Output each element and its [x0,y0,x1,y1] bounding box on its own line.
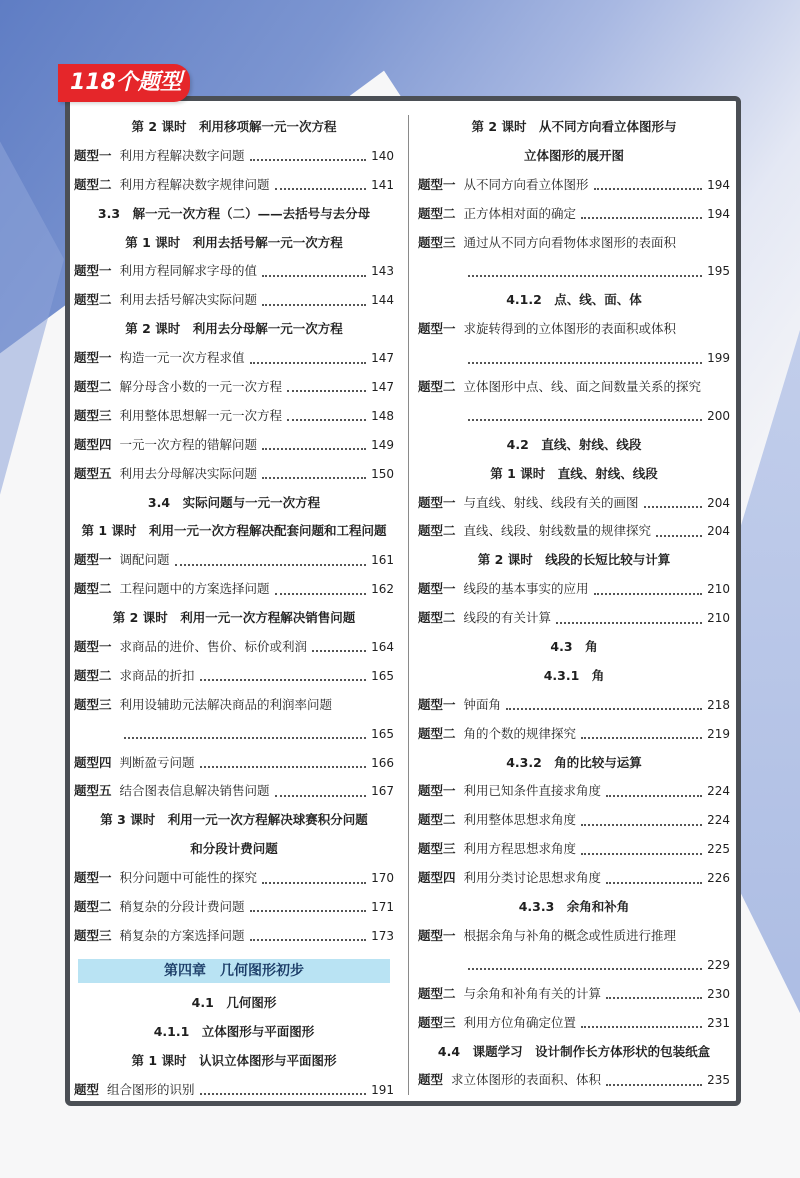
leader-dots [506,708,702,710]
entry-label: 题型一 [74,350,112,366]
entry-label: 题型一 [74,263,112,279]
leader-dots [250,159,367,161]
page-number: 218 [707,697,730,712]
page-number: 224 [707,813,730,828]
page-number: 147 [371,380,394,395]
entry-title: 钟面角 [463,696,502,712]
leader-dots [581,853,702,855]
section-heading: 第 2 课时 线段的长短比较与计算 [477,552,671,568]
entry-label: 题型一 [74,870,112,886]
entry-label: 题型一 [418,696,456,712]
entry-label: 题型二 [74,581,112,597]
leader-dots [594,188,703,190]
section-heading: 4.4 课题学习 设计制作长方体形状的包装纸盒 [437,1043,711,1059]
leader-dots [250,910,367,912]
leader-dots [200,679,367,681]
toc-entry[interactable] [74,286,394,315]
page-number: 224 [707,784,730,799]
section-heading: 4.3 角 [550,639,598,655]
toc-entry[interactable] [418,1009,730,1038]
entry-title: 通过从不同方向看物体求图形的表面积 [463,234,677,250]
entry-label: 题型一 [74,639,112,655]
leader-dots [200,1093,367,1095]
toc-entry[interactable] [418,980,730,1009]
entry-label: 题型三 [418,841,456,857]
entry-title: 求立体图形的表面积、体积 [451,1072,602,1088]
page-number: 144 [371,293,394,308]
leader-dots [606,997,702,999]
toc-entry[interactable] [74,893,394,922]
page-number: 173 [371,928,394,943]
page-number: 229 [707,957,730,972]
entry-title: 线段的基本事实的应用 [463,581,589,597]
section-heading: 4.1.2 点、线、面、体 [506,292,642,308]
section-heading: 第 1 课时 直线、射线、线段 [490,465,658,481]
page-number: 143 [371,264,394,279]
entry-label: 题型一 [418,581,456,597]
entry-title: 根据余角与补角的概念或性质进行推理 [463,927,677,943]
entry-label: 题型二 [418,523,456,539]
leader-dots [124,737,366,739]
toc-entry[interactable] [418,806,730,835]
page-number: 148 [371,408,394,423]
page-number: 191 [371,1082,394,1097]
section-heading: 第 2 课时 利用移项解一元一次方程 [131,119,337,134]
entry-title: 利用去括号解决实际问题 [119,292,258,308]
leader-dots [262,448,366,450]
leader-dots [275,188,367,190]
page-number: 166 [371,755,394,770]
toc-entry[interactable] [418,373,730,402]
leader-dots [581,824,702,826]
leader-dots [556,622,702,624]
entry-label: 题型五 [74,783,112,799]
leader-dots [287,390,366,392]
section-heading: 3.3 解一元一次方程（二）——去括号与去分母 [97,205,371,221]
page-number: 141 [371,177,394,192]
entry-title: 工程问题中的方案选择问题 [119,581,270,597]
section-heading: 4.3.2 角的比较与运算 [506,754,642,770]
entry-label: 题型二 [418,379,456,395]
entry-title: 一元一次方程的错解问题 [119,436,258,452]
page-number: 200 [707,408,730,423]
entry-label: 题型二 [418,205,456,221]
toc-entry[interactable] [74,460,394,489]
toc-continuation[interactable] [418,951,730,980]
leader-dots [594,593,703,595]
toc-entry[interactable] [74,777,394,806]
entry-title: 与余角和补角有关的计算 [463,985,602,1001]
toc-entry[interactable] [74,257,394,286]
page-number: 164 [371,640,394,655]
entry-title: 稍复杂的方案选择问题 [119,927,245,943]
entry-title: 构造一元一次方程求值 [119,350,245,366]
entry-label: 题型二 [74,899,112,915]
page-number: 204 [707,495,730,510]
leader-dots [275,593,367,595]
toc-entry[interactable] [74,633,394,662]
entry-label: 题型 [74,1081,100,1097]
toc-entry[interactable] [74,662,394,691]
page-number: 147 [371,351,394,366]
page-number: 231 [707,1015,730,1030]
leader-dots [468,968,702,970]
entry-label: 题型四 [74,436,112,452]
entry-title: 解分母含小数的一元一次方程 [119,379,283,395]
entry-label: 题型二 [74,292,112,308]
page-number: 171 [371,900,394,915]
section-heading: 4.1.1 立体图形与平面图形 [153,1023,315,1039]
section-heading: 4.2 直线、射线、线段 [506,436,642,452]
leader-dots [262,477,366,479]
entry-title: 结合图表信息解决销售问题 [119,783,270,799]
entry-title: 调配问题 [119,552,170,568]
toc-entry[interactable] [74,575,394,604]
toc-entry[interactable] [74,546,394,575]
toc-entry[interactable] [418,200,730,229]
section-heading: 第 3 课时 利用一元一次方程解决球赛积分问题 [100,812,368,828]
entry-title: 利用方位角确定位置 [463,1014,577,1030]
entry-title: 线段的有关计算 [463,610,552,626]
entry-label: 题型一 [418,494,456,510]
page-number: 225 [707,842,730,857]
toc-entry[interactable] [418,229,730,258]
toc-continuation[interactable] [74,720,394,749]
entry-title: 积分问题中可能性的探究 [119,870,258,886]
page-number: 195 [707,264,730,279]
entry-title: 直线、线段、射线数量的规律探究 [463,523,652,539]
page-number: 162 [371,582,394,597]
entry-label: 题型三 [418,1014,456,1030]
toc-entry[interactable] [74,171,394,200]
leader-dots [200,766,367,768]
toc-entry[interactable] [418,575,730,604]
entry-label: 题型二 [74,176,112,192]
entry-title: 角的个数的规律探究 [463,725,577,741]
entry-title: 组合图形的识别 [107,1081,195,1097]
toc-right-column [418,113,730,1095]
section-heading: 4.3.3 余角和补角 [518,899,630,915]
entry-title: 利用方程解决数字规律问题 [119,176,270,192]
header-tag: 118个题型 [58,64,190,102]
section-heading: 第 1 课时 利用去括号解一元一次方程 [125,234,343,250]
leader-dots [312,650,366,652]
entry-title: 利用去分母解决实际问题 [119,465,258,481]
leader-dots [468,362,702,364]
entry-title: 利用设辅助元法解决商品的利润率问题 [119,696,333,712]
entry-label: 题型二 [418,610,456,626]
entry-title: 判断盈亏问题 [119,754,195,770]
entry-title: 利用方程思想求角度 [463,841,577,857]
entry-label: 题型二 [74,379,112,395]
toc-entry[interactable] [418,835,730,864]
leader-dots [581,1026,702,1028]
chapter-heading: 第四章 几何图形初步 [78,959,390,983]
entry-label: 题型一 [418,927,456,943]
entry-title: 求旋转得到的立体图形的表面积或体积 [463,321,677,337]
toc-left-column [74,113,394,1104]
toc-entry[interactable] [418,1066,730,1095]
entry-title: 利用整体思想解一元一次方程 [119,407,283,423]
leader-dots [581,737,702,739]
entry-label: 题型一 [418,176,456,192]
entry-label: 题型三 [74,927,112,943]
page-number: 199 [707,351,730,366]
entry-label: 题型二 [418,725,456,741]
page-number: 219 [707,726,730,741]
entry-label: 题型二 [418,812,456,828]
toc-entry[interactable] [74,749,394,778]
toc-entry[interactable] [418,922,730,951]
leader-dots [262,882,366,884]
toc-entry[interactable] [418,777,730,806]
toc-entry[interactable] [418,171,730,200]
section-heading: 第 2 课时 利用去分母解一元一次方程 [125,321,343,337]
page-number: 150 [371,466,394,481]
entry-title: 求商品的进价、售价、标价或利润 [119,639,308,655]
page-number: 167 [371,784,394,799]
page-number: 235 [707,1073,730,1088]
page-number: 226 [707,871,730,886]
toc-entry[interactable] [74,402,394,431]
entry-title: 求商品的折扣 [119,667,195,683]
entry-title: 利用已知条件直接求角度 [463,783,602,799]
entry-label: 题型二 [418,985,456,1001]
leader-dots [250,362,367,364]
entry-label: 题型五 [74,465,112,481]
page-number: 194 [707,177,730,192]
page-number: 210 [707,611,730,626]
entry-title: 利用整体思想求角度 [463,812,577,828]
toc-entry[interactable] [418,691,730,720]
leader-dots [287,419,366,421]
section-heading: 第 1 课时 利用一元一次方程解决配套问题和工程问题 [81,523,387,539]
page-number: 165 [371,668,394,683]
toc-card [65,96,741,1106]
section-heading: 4.1 几何图形 [191,994,277,1010]
toc-continuation[interactable] [418,402,730,431]
page-number: 149 [371,437,394,452]
entry-title: 立体图形中点、线、面之间数量关系的探究 [463,379,702,395]
entry-label: 题型四 [418,870,456,886]
leader-dots [606,882,702,884]
toc-entry[interactable] [74,1076,394,1105]
page-number: 204 [707,524,730,539]
toc-entry[interactable] [74,922,394,951]
entry-title: 利用方程同解求字母的值 [119,263,258,279]
entry-label: 题型一 [418,783,456,799]
entry-label: 题型一 [74,552,112,568]
toc-entry[interactable] [74,373,394,402]
column-divider [408,115,409,1095]
page-number: 194 [707,206,730,221]
entry-label: 题型四 [74,754,112,770]
toc-entry[interactable] [74,691,394,720]
page-number: 210 [707,582,730,597]
section-heading: 第 1 课时 认识立体图形与平面图形 [131,1052,337,1068]
leader-dots [250,939,367,941]
entry-title: 从不同方向看立体图形 [463,176,589,192]
toc-entry[interactable] [418,720,730,749]
leader-dots [656,535,702,537]
toc-continuation[interactable] [418,344,730,373]
entry-title: 利用分类讨论思想求角度 [463,870,602,886]
section-heading: 第 2 课时 从不同方向看立体图形与 [471,119,677,134]
leader-dots [468,275,702,277]
entry-label: 题型三 [74,407,112,423]
page-number: 165 [371,726,394,741]
entry-label: 题型一 [418,321,456,337]
toc-continuation[interactable] [418,257,730,286]
page-number: 140 [371,148,394,163]
leader-dots [581,217,702,219]
section-heading: 第 2 课时 利用一元一次方程解决销售问题 [112,610,356,626]
section-heading: 4.3.1 角 [543,667,605,683]
leader-dots [644,506,703,508]
toc-entry[interactable] [418,315,730,344]
toc-entry[interactable] [418,604,730,633]
leader-dots [606,1084,702,1086]
entry-label: 题型一 [74,147,112,163]
entry-title: 稍复杂的分段计费问题 [119,899,245,915]
page-number: 230 [707,986,730,1001]
toc-entry[interactable] [74,142,394,171]
entry-label: 题型三 [418,234,456,250]
leader-dots [175,564,367,566]
page-number: 161 [371,553,394,568]
leader-dots [275,795,367,797]
toc-entry[interactable] [418,489,730,518]
section-heading: 立体图形的展开图 [523,147,624,163]
toc-entry[interactable] [74,431,394,460]
entry-label: 题型三 [74,696,112,712]
entry-title: 与直线、射线、线段有关的画图 [463,494,639,510]
section-heading: 和分段计费问题 [190,841,278,857]
leader-dots [262,275,366,277]
section-heading: 3.4 实际问题与一元一次方程 [147,494,321,510]
page-number: 170 [371,871,394,886]
leader-dots [262,304,366,306]
leader-dots [468,419,702,421]
entry-title: 正方体相对面的确定 [463,205,577,221]
toc-entry[interactable] [418,864,730,893]
entry-label: 题型 [418,1072,444,1088]
toc-entry[interactable] [74,344,394,373]
leader-dots [606,795,702,797]
entry-label: 题型二 [74,667,112,683]
toc-entry[interactable] [418,517,730,546]
entry-title: 利用方程解决数字问题 [119,147,245,163]
toc-entry[interactable] [74,864,394,893]
